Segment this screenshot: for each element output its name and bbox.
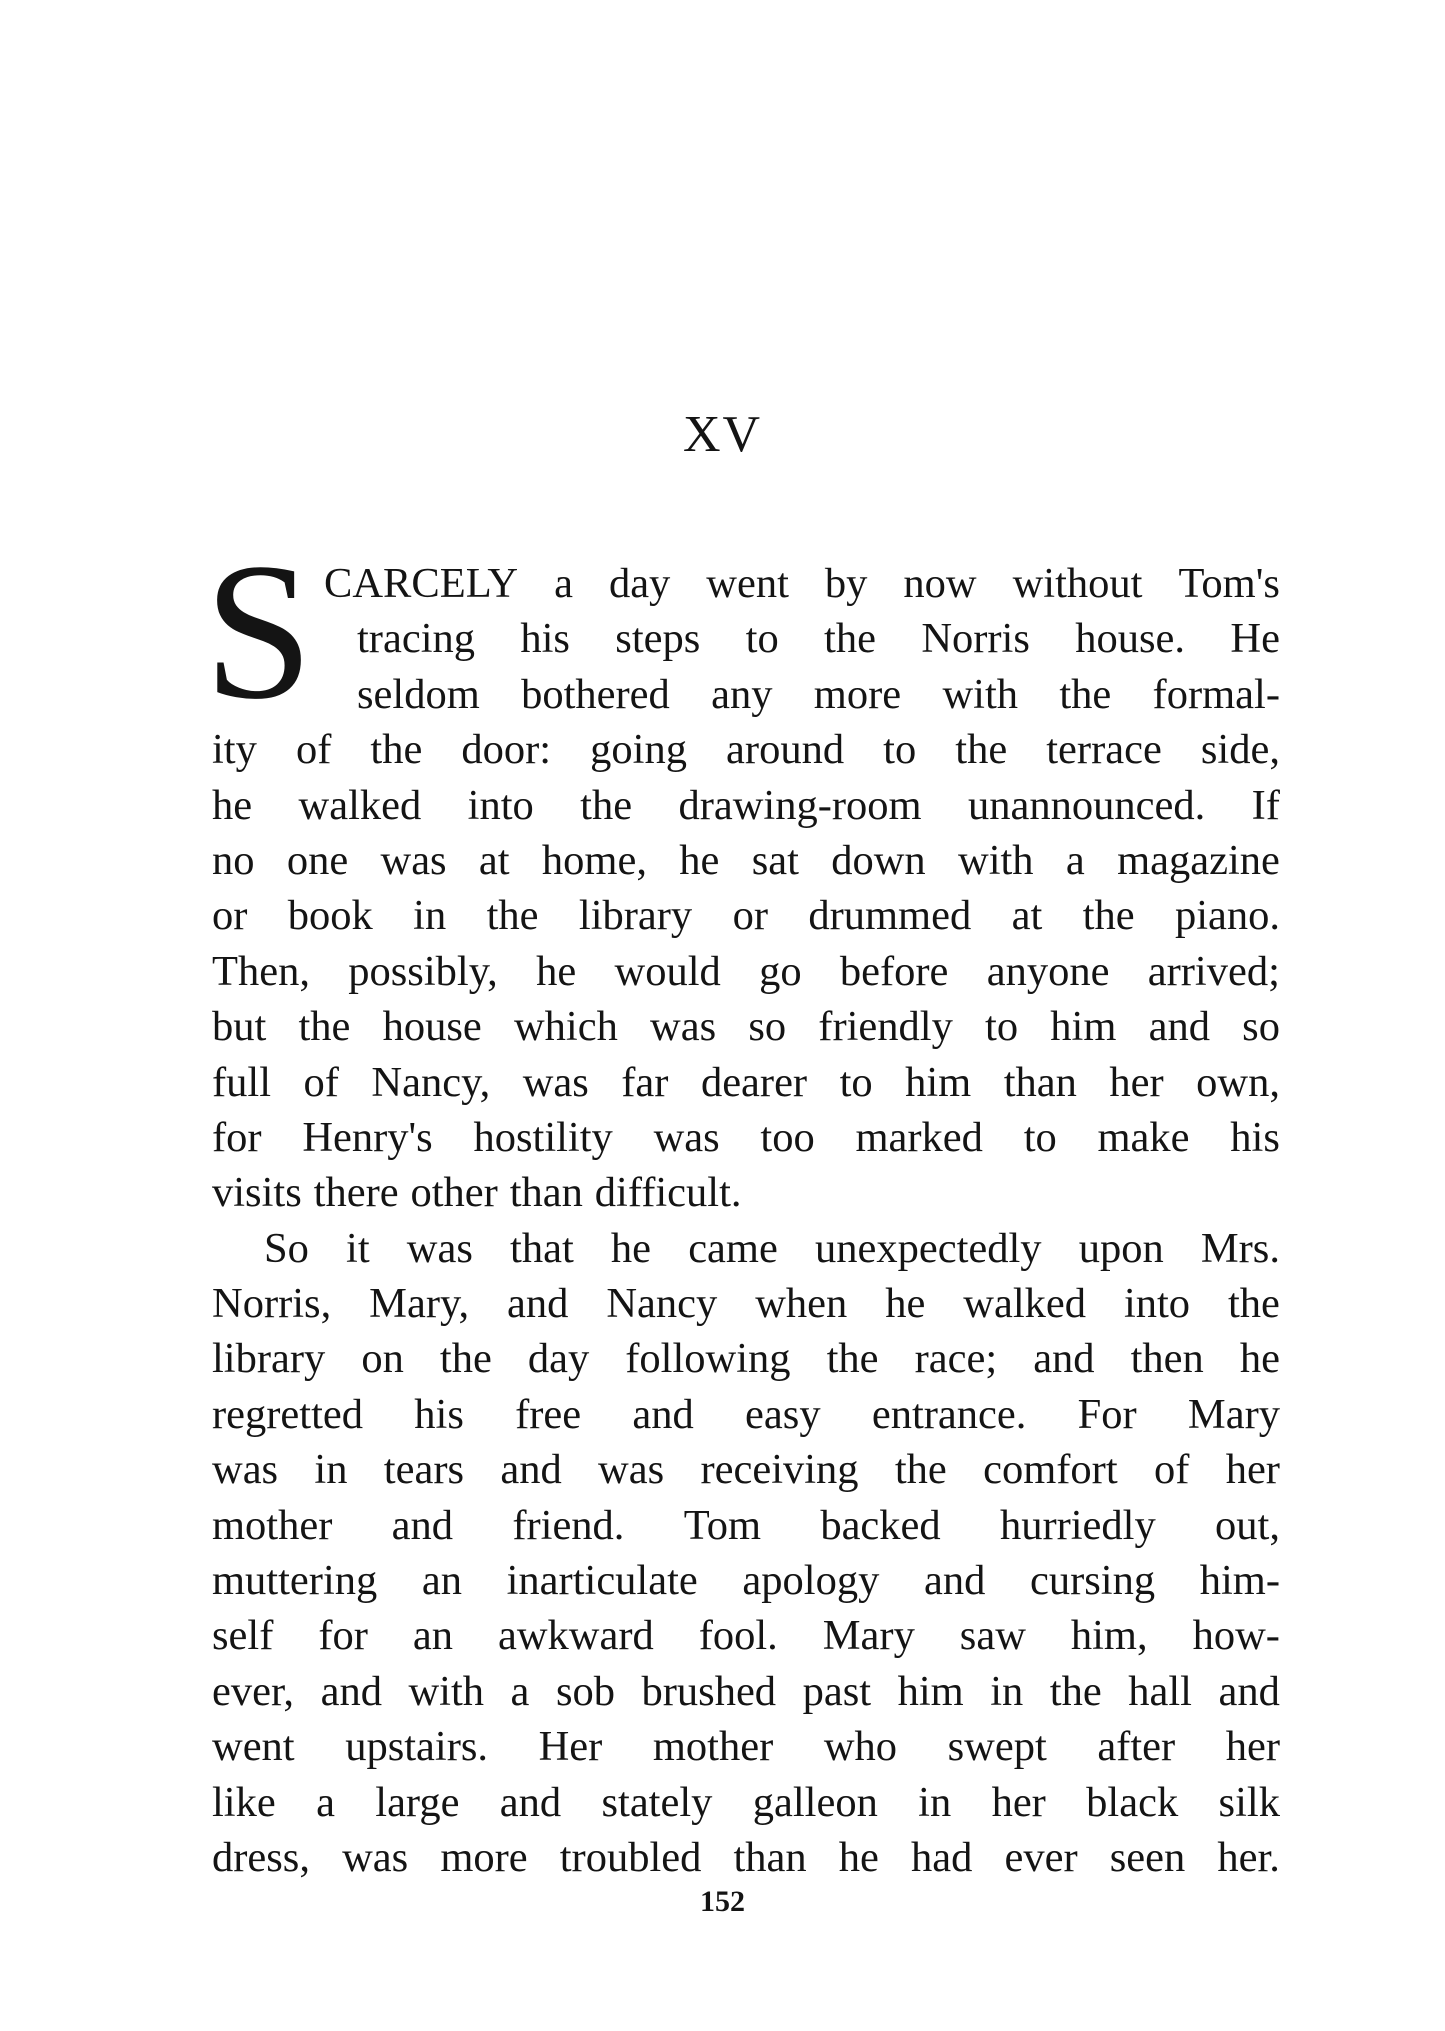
word: marked bbox=[855, 1113, 983, 1161]
word: her bbox=[1225, 1446, 1280, 1494]
word: saw bbox=[959, 1612, 1026, 1660]
word: with bbox=[942, 670, 1018, 718]
word: the bbox=[370, 726, 423, 774]
word: so bbox=[748, 1003, 787, 1051]
word: own, bbox=[1196, 1058, 1280, 1106]
word: and bbox=[923, 1557, 986, 1605]
word: the bbox=[439, 1335, 492, 1383]
word: walked bbox=[963, 1280, 1086, 1328]
word: receiving bbox=[700, 1446, 859, 1494]
word: and bbox=[507, 1280, 569, 1328]
word: at bbox=[1011, 892, 1043, 940]
text-line bbox=[212, 1165, 1280, 1220]
word: steps bbox=[615, 615, 701, 663]
word: sat bbox=[751, 836, 799, 884]
word: full bbox=[212, 1058, 272, 1106]
word: a bbox=[554, 560, 573, 607]
word: hostility bbox=[473, 1113, 613, 1161]
word: of bbox=[1153, 1446, 1190, 1494]
word: and bbox=[1033, 1335, 1095, 1383]
text-line bbox=[212, 833, 1280, 888]
word: her bbox=[991, 1778, 1046, 1826]
word: or bbox=[212, 892, 248, 940]
word: Nancy, bbox=[371, 1058, 491, 1106]
word: would bbox=[614, 947, 721, 995]
word: was bbox=[406, 1224, 473, 1272]
word: swept bbox=[947, 1723, 1047, 1771]
word: troubled bbox=[559, 1833, 702, 1881]
word: backed bbox=[820, 1501, 941, 1549]
word: down bbox=[831, 836, 926, 884]
word: of bbox=[295, 726, 332, 774]
word: ever bbox=[1004, 1833, 1078, 1881]
word: and bbox=[391, 1501, 454, 1549]
text-line bbox=[212, 778, 1280, 833]
word: the bbox=[826, 1335, 879, 1383]
word: which bbox=[513, 1003, 618, 1051]
word: by bbox=[824, 560, 868, 607]
word: friendly bbox=[818, 1003, 953, 1051]
word: Norris, bbox=[212, 1280, 332, 1328]
word: hall bbox=[1128, 1667, 1192, 1715]
word: was bbox=[653, 1113, 720, 1161]
word: terrace bbox=[1046, 726, 1162, 774]
word: too bbox=[760, 1113, 815, 1161]
word: upstairs. bbox=[345, 1723, 489, 1771]
word: and bbox=[320, 1667, 382, 1715]
text-line bbox=[212, 1221, 1280, 1276]
word: to bbox=[839, 1058, 873, 1106]
word: entrance. bbox=[871, 1390, 1027, 1438]
word: Henry's bbox=[302, 1113, 433, 1161]
text-line bbox=[212, 667, 1280, 722]
text-line bbox=[212, 999, 1280, 1054]
word: anyone bbox=[986, 947, 1110, 995]
word: he bbox=[1239, 1335, 1280, 1383]
word: arrived; bbox=[1147, 947, 1280, 995]
word: but bbox=[212, 1003, 267, 1051]
word: unannounced. bbox=[968, 781, 1206, 829]
text-line bbox=[212, 1055, 1280, 1110]
word: sob bbox=[555, 1667, 615, 1715]
word: he bbox=[885, 1280, 926, 1328]
text-line bbox=[212, 1553, 1280, 1608]
word: Then, bbox=[212, 947, 310, 995]
drop-cap-letter: S bbox=[204, 523, 314, 740]
text-line bbox=[212, 556, 1280, 611]
word: his bbox=[520, 615, 570, 663]
word: piano. bbox=[1174, 892, 1280, 940]
word: the bbox=[298, 1003, 351, 1051]
chapter-heading: XV bbox=[682, 406, 763, 463]
word: drummed bbox=[808, 892, 972, 940]
word: was bbox=[522, 1058, 589, 1106]
word: for bbox=[212, 1113, 262, 1161]
word: mother bbox=[652, 1723, 774, 1771]
word: If bbox=[1251, 781, 1280, 829]
word: a bbox=[316, 1778, 335, 1826]
text-line bbox=[212, 1110, 1280, 1165]
word: went bbox=[212, 1723, 295, 1771]
word: muttering bbox=[212, 1557, 378, 1605]
word: and bbox=[632, 1390, 694, 1438]
text-line bbox=[212, 1719, 1280, 1774]
word: black bbox=[1086, 1778, 1179, 1826]
word: possibly, bbox=[348, 947, 498, 995]
word: galleon bbox=[752, 1778, 878, 1826]
word: library bbox=[212, 1335, 326, 1383]
word: cursing bbox=[1029, 1557, 1156, 1605]
word: the bbox=[824, 615, 876, 663]
word: it bbox=[346, 1224, 370, 1272]
word: book bbox=[287, 892, 373, 940]
word: into bbox=[1123, 1280, 1191, 1328]
word: a bbox=[510, 1667, 530, 1715]
word: he bbox=[212, 781, 253, 829]
text-line bbox=[212, 1498, 1280, 1553]
word: than bbox=[1003, 1058, 1077, 1106]
word: any bbox=[711, 670, 773, 718]
word: a bbox=[1065, 836, 1085, 884]
word: went bbox=[706, 560, 789, 607]
word: when bbox=[755, 1280, 848, 1328]
word: seldom bbox=[357, 670, 480, 718]
word: the bbox=[955, 726, 1008, 774]
word: and bbox=[500, 1446, 562, 1494]
word: regretted bbox=[212, 1390, 364, 1438]
word: he bbox=[610, 1224, 652, 1272]
word: fool. bbox=[698, 1612, 778, 1660]
word: one bbox=[286, 836, 349, 884]
word: the bbox=[1228, 1280, 1280, 1328]
text-line bbox=[212, 888, 1280, 943]
text-line bbox=[212, 1331, 1280, 1386]
word: past bbox=[802, 1667, 872, 1715]
word: silk bbox=[1218, 1778, 1280, 1826]
word: far bbox=[621, 1058, 669, 1106]
word: on bbox=[361, 1335, 404, 1383]
word: before bbox=[839, 947, 949, 995]
word: Mary bbox=[1187, 1390, 1280, 1438]
word: then bbox=[1130, 1335, 1204, 1383]
word: his bbox=[1230, 1113, 1280, 1161]
word: home, bbox=[541, 836, 647, 884]
word: unexpectedly bbox=[814, 1224, 1042, 1272]
word: than bbox=[733, 1833, 807, 1881]
word: in bbox=[918, 1778, 952, 1826]
word: CARCELY bbox=[324, 560, 519, 607]
word: hurriedly bbox=[999, 1501, 1156, 1549]
word: So bbox=[264, 1224, 309, 1272]
word: with bbox=[408, 1667, 485, 1715]
word: day bbox=[608, 560, 671, 607]
word: he bbox=[536, 947, 577, 995]
word: him bbox=[897, 1667, 964, 1715]
word: race; bbox=[914, 1335, 998, 1383]
word: comfort bbox=[983, 1446, 1118, 1494]
word: how- bbox=[1192, 1612, 1280, 1660]
word: other bbox=[410, 1169, 498, 1217]
text-line bbox=[212, 944, 1280, 999]
word: Mrs. bbox=[1200, 1224, 1280, 1272]
word: and bbox=[1148, 1003, 1210, 1051]
word: that bbox=[510, 1224, 574, 1272]
word: so bbox=[1242, 1003, 1280, 1051]
word: who bbox=[823, 1723, 898, 1771]
word: the bbox=[1059, 670, 1112, 718]
word: following bbox=[625, 1335, 791, 1383]
text-line bbox=[212, 611, 1280, 666]
word: to bbox=[745, 615, 779, 663]
word: he bbox=[679, 836, 720, 884]
word: of bbox=[303, 1058, 339, 1106]
word: him bbox=[1050, 1003, 1117, 1051]
text-line bbox=[212, 1830, 1280, 1885]
word: came bbox=[688, 1224, 778, 1272]
word: upon bbox=[1078, 1224, 1164, 1272]
word: in bbox=[990, 1667, 1024, 1715]
word: free bbox=[515, 1390, 582, 1438]
word: large bbox=[375, 1778, 460, 1826]
word: dearer bbox=[700, 1058, 808, 1106]
word: tears bbox=[383, 1446, 465, 1494]
word: and bbox=[499, 1778, 562, 1826]
word: apology bbox=[742, 1557, 880, 1605]
word: Her bbox=[538, 1723, 603, 1771]
word: the bbox=[580, 781, 633, 829]
word: her bbox=[1109, 1058, 1164, 1106]
word: easy bbox=[745, 1390, 821, 1438]
word: Norris bbox=[921, 615, 1030, 663]
word: Mary, bbox=[369, 1280, 470, 1328]
word: self bbox=[212, 1612, 274, 1660]
word: ever, bbox=[212, 1667, 295, 1715]
word: bothered bbox=[521, 670, 670, 718]
word: her. bbox=[1217, 1833, 1280, 1881]
word: to bbox=[1023, 1113, 1057, 1161]
word: like bbox=[212, 1778, 276, 1826]
word: visits bbox=[212, 1169, 302, 1217]
word: out, bbox=[1215, 1501, 1280, 1549]
word: was bbox=[598, 1446, 665, 1494]
word: Nancy bbox=[606, 1280, 718, 1328]
word: an bbox=[412, 1612, 453, 1660]
word: no bbox=[212, 836, 255, 884]
word: dress, bbox=[212, 1833, 310, 1881]
word: Tom's bbox=[1178, 560, 1280, 607]
word: make bbox=[1097, 1113, 1190, 1161]
word: was bbox=[212, 1446, 279, 1494]
word: to bbox=[985, 1003, 1019, 1051]
word: with bbox=[958, 836, 1034, 884]
word: mother bbox=[212, 1501, 333, 1549]
text-line bbox=[212, 1775, 1280, 1830]
word: more bbox=[813, 670, 902, 718]
word: ity bbox=[212, 726, 257, 774]
word: was bbox=[342, 1833, 409, 1881]
word: after bbox=[1097, 1723, 1176, 1771]
word: going bbox=[590, 726, 687, 774]
word: the bbox=[894, 1446, 947, 1494]
word: house. bbox=[1075, 615, 1186, 663]
word: seen bbox=[1109, 1833, 1186, 1881]
word: stately bbox=[601, 1778, 713, 1826]
word: in bbox=[314, 1446, 348, 1494]
word: inarticulate bbox=[506, 1557, 698, 1605]
word: the bbox=[486, 892, 539, 940]
word: was bbox=[380, 836, 447, 884]
word: for bbox=[318, 1612, 368, 1660]
word: brushed bbox=[641, 1667, 777, 1715]
text-line bbox=[212, 1664, 1280, 1719]
word: Tom bbox=[683, 1501, 762, 1549]
word: an bbox=[421, 1557, 462, 1605]
word: go bbox=[759, 947, 802, 995]
word: door: bbox=[461, 726, 552, 774]
word: awkward bbox=[497, 1612, 654, 1660]
word: into bbox=[467, 781, 534, 829]
word: library bbox=[578, 892, 693, 940]
word: difficult. bbox=[594, 1169, 742, 1217]
word: in bbox=[413, 892, 447, 940]
word: him bbox=[905, 1058, 972, 1106]
word: side, bbox=[1200, 726, 1280, 774]
word: he bbox=[838, 1833, 879, 1881]
word: He bbox=[1230, 615, 1280, 663]
word: magazine bbox=[1117, 836, 1280, 884]
word: the bbox=[1082, 892, 1135, 940]
word: around bbox=[726, 726, 845, 774]
word: or bbox=[732, 892, 768, 940]
word: his bbox=[414, 1390, 464, 1438]
word: than bbox=[509, 1169, 583, 1217]
word: without bbox=[1012, 560, 1143, 607]
word: to bbox=[883, 726, 917, 774]
word: him, bbox=[1070, 1612, 1148, 1660]
word: there bbox=[313, 1169, 399, 1217]
word: had bbox=[911, 1833, 973, 1881]
word: tracing bbox=[357, 615, 475, 663]
word: walked bbox=[298, 781, 422, 829]
word: and bbox=[1218, 1667, 1280, 1715]
word: drawing-room bbox=[678, 781, 922, 829]
word: friend. bbox=[512, 1501, 625, 1549]
word: house bbox=[382, 1003, 482, 1051]
word: was bbox=[650, 1003, 717, 1051]
body-text bbox=[212, 556, 1280, 1885]
word: more bbox=[440, 1833, 528, 1881]
word: For bbox=[1077, 1390, 1137, 1438]
word: now bbox=[903, 560, 977, 607]
text-line bbox=[212, 1608, 1280, 1663]
word: the bbox=[1049, 1667, 1102, 1715]
text-line bbox=[212, 1387, 1280, 1442]
word: him- bbox=[1199, 1557, 1280, 1605]
page-number: 152 bbox=[700, 1885, 745, 1918]
word: her bbox=[1225, 1723, 1280, 1771]
word: day bbox=[527, 1335, 590, 1383]
text-line bbox=[212, 1442, 1280, 1497]
text-line bbox=[212, 1276, 1280, 1331]
word: at bbox=[478, 836, 510, 884]
word: Mary bbox=[822, 1612, 915, 1660]
word: formal- bbox=[1152, 670, 1280, 718]
text-line bbox=[212, 722, 1280, 777]
